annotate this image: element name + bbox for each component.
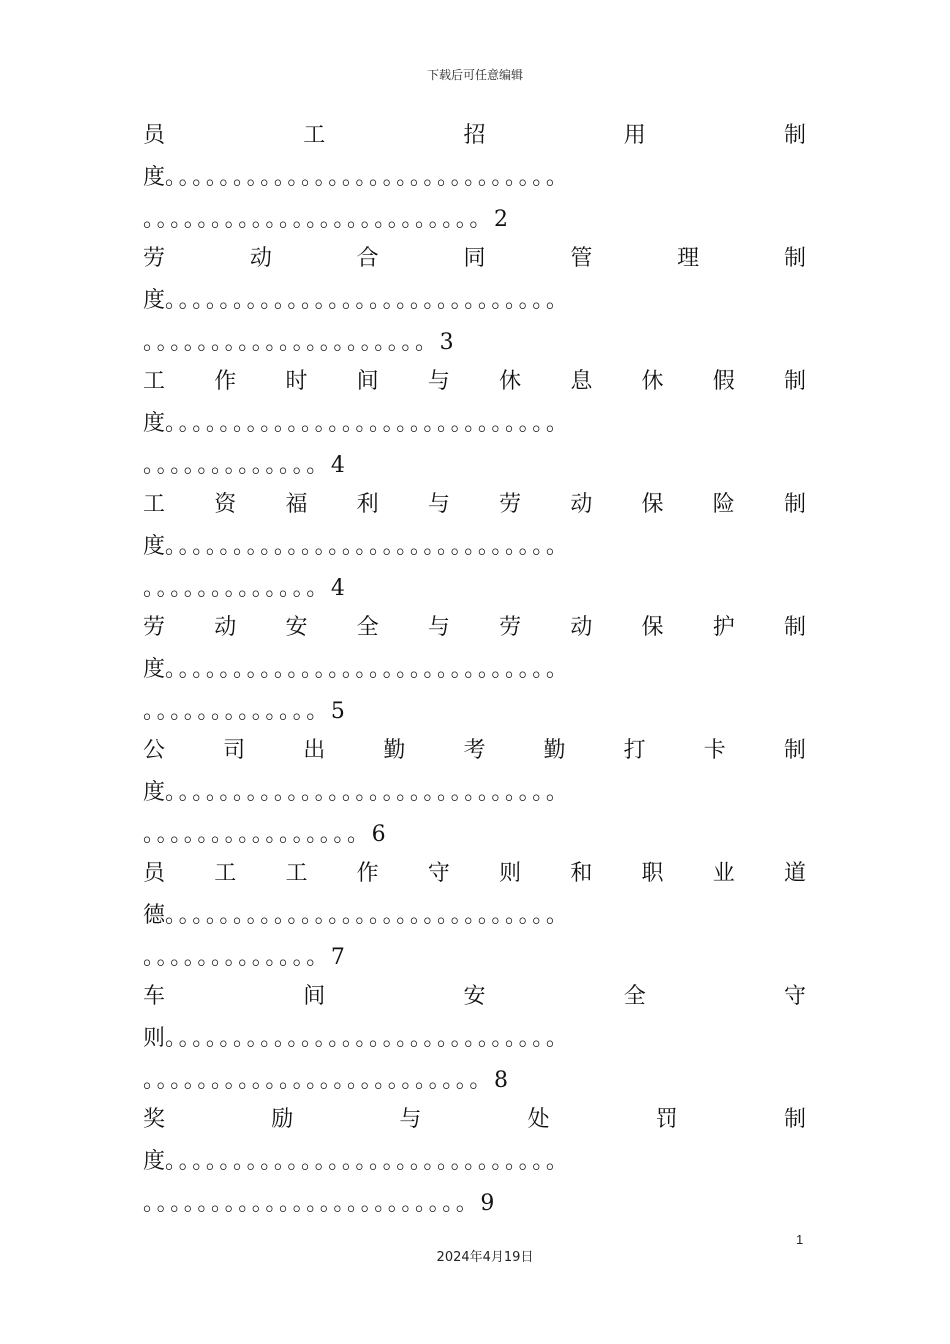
toc-heading-char: 工 (285, 861, 308, 886)
toc-heading-char: 护 (712, 615, 735, 640)
toc-heading-char: 车 (143, 984, 166, 1009)
toc-heading-char: 动 (570, 615, 593, 640)
toc-heading-char: 守 (427, 861, 450, 886)
toc-entry[interactable] (143, 977, 806, 1100)
toc-entry-heading (143, 608, 806, 648)
toc-heading-char: 制 (783, 369, 806, 394)
toc-heading-char: 考 (463, 738, 486, 763)
toc-entry-page-number: 3 (439, 330, 454, 355)
toc-entry-heading-tail: 度 (143, 411, 166, 436)
toc-entry-page-number: 4 (330, 576, 345, 601)
toc-heading-char: 员 (143, 123, 166, 148)
toc-heading-char: 合 (356, 246, 379, 271)
toc-entry-leader-line (143, 323, 454, 363)
toc-leader-dots: 。。。。。。。。。。。。。。。。。。。。。。。。 (143, 1191, 481, 1216)
toc-heading-char: 安 (463, 984, 486, 1009)
toc-leader-dots: 。。。。。。。。。。。。。。。。。。。。。。。。。。。。。 (165, 411, 571, 436)
toc-heading-char: 工 (143, 369, 166, 394)
toc-heading-char: 职 (641, 861, 664, 886)
toc-heading-char: 动 (570, 492, 593, 517)
table-of-contents (143, 116, 806, 1223)
toc-leader-dots: 。。。。。。。。。。。。。。。。。。。。。。。。。。。。。 (165, 780, 571, 805)
toc-heading-char: 管 (570, 246, 593, 271)
toc-entry-heading-tail: 度 (143, 534, 166, 559)
toc-heading-char: 休 (641, 369, 664, 394)
toc-heading-char: 制 (783, 123, 806, 148)
toc-heading-char: 全 (356, 615, 379, 640)
toc-entry-heading-end (143, 404, 806, 444)
toc-heading-char: 打 (623, 738, 646, 763)
toc-heading-char: 出 (303, 738, 326, 763)
toc-heading-char: 工 (214, 861, 237, 886)
toc-entry-leader-line (143, 569, 345, 609)
toc-entry-leader-line (143, 1184, 494, 1224)
toc-heading-char: 公 (143, 738, 166, 763)
toc-heading-char: 奖 (143, 1107, 166, 1132)
toc-heading-char: 业 (712, 861, 735, 886)
toc-heading-char: 道 (783, 861, 806, 886)
toc-entry-heading (143, 977, 806, 1017)
toc-heading-char: 制 (783, 1107, 806, 1132)
toc-heading-char: 处 (527, 1107, 550, 1132)
toc-heading-char: 险 (712, 492, 735, 517)
toc-heading-char: 励 (271, 1107, 294, 1132)
toc-entry[interactable] (143, 854, 806, 977)
toc-entry-page-number: 7 (330, 945, 345, 970)
toc-entry-heading-end (143, 896, 806, 936)
page-footer-date: 2024年4月19日 (436, 1250, 534, 1265)
toc-heading-char: 同 (463, 246, 486, 271)
toc-heading-char: 资 (214, 492, 237, 517)
toc-entry-heading-tail: 度 (143, 288, 166, 313)
toc-heading-char: 与 (399, 1107, 422, 1132)
toc-heading-char: 劳 (143, 615, 166, 640)
toc-heading-char: 安 (285, 615, 308, 640)
toc-entry[interactable] (143, 608, 806, 731)
toc-entry[interactable] (143, 731, 806, 854)
toc-entry[interactable] (143, 116, 806, 239)
toc-entry-heading (143, 116, 806, 156)
toc-heading-char: 制 (783, 615, 806, 640)
toc-entry-heading-tail: 度 (143, 1149, 166, 1174)
toc-heading-char: 保 (641, 615, 664, 640)
toc-entry[interactable] (143, 239, 806, 362)
toc-leader-dots: 。。。。。。。。。。。。。。。。。。。。。 (143, 330, 440, 355)
page-header: 下载后可任意编辑 (426, 68, 523, 82)
toc-heading-char: 则 (499, 861, 522, 886)
toc-entry[interactable] (143, 1100, 806, 1223)
toc-heading-char: 福 (285, 492, 308, 517)
toc-leader-dots: 。。。。。。。。。。。。。 (143, 699, 331, 724)
toc-entry-leader-line (143, 1061, 508, 1101)
toc-heading-char: 全 (623, 984, 646, 1009)
toc-heading-char: 保 (641, 492, 664, 517)
toc-heading-char: 利 (356, 492, 379, 517)
toc-leader-dots: 。。。。。。。。。。。。。。。。。。。。。。。。。。。。。 (165, 534, 571, 559)
toc-entry-heading-end (143, 158, 806, 198)
toc-heading-char: 时 (285, 369, 308, 394)
toc-leader-dots: 。。。。。。。。。。。。。。。。。。。。。。。。。。。。。 (165, 1149, 571, 1174)
toc-leader-dots: 。。。。。。。。。。。。。。。。。。。。。。。。。。。。。 (165, 903, 571, 928)
toc-heading-char: 作 (214, 369, 237, 394)
toc-heading-char: 工 (143, 492, 166, 517)
toc-heading-char: 与 (427, 492, 450, 517)
toc-entry-page-number: 6 (371, 822, 386, 847)
toc-leader-dots: 。。。。。。。。。。。。。。。。。。。。。。。。。 (143, 207, 495, 232)
toc-entry-heading (143, 362, 806, 402)
toc-leader-dots: 。。。。。。。。。。。。。 (143, 576, 331, 601)
toc-entry-heading (143, 239, 806, 279)
toc-leader-dots: 。。。。。。。。。。。。。。。。。。。。。。。。。。。。。 (165, 657, 571, 682)
page-number: 1 (796, 1232, 804, 1247)
toc-heading-char: 间 (303, 984, 326, 1009)
toc-heading-char: 休 (499, 369, 522, 394)
toc-entry-heading (143, 1100, 806, 1140)
toc-entry[interactable] (143, 485, 806, 608)
toc-heading-char: 劳 (143, 246, 166, 271)
toc-entry-page-number: 5 (330, 699, 345, 724)
toc-entry-heading-end (143, 650, 806, 690)
toc-entry-leader-line (143, 446, 345, 486)
toc-entry-leader-line (143, 938, 345, 978)
toc-heading-char: 劳 (499, 492, 522, 517)
toc-entry-heading-end (143, 1142, 806, 1182)
toc-leader-dots: 。。。。。。。。。。。。。。。。 (143, 822, 372, 847)
toc-entry-heading-tail: 度 (143, 657, 166, 682)
toc-leader-dots: 。。。。。。。。。。。。。。。。。。。。。。。。。。。。。 (165, 1026, 571, 1051)
toc-heading-char: 卡 (703, 738, 726, 763)
toc-leader-dots: 。。。。。。。。。。。。。。。。。。。。。。。。。 (143, 1068, 495, 1093)
toc-heading-char: 与 (427, 369, 450, 394)
toc-heading-char: 息 (570, 369, 593, 394)
toc-leader-dots: 。。。。。。。。。。。。。 (143, 945, 331, 970)
toc-entry-page-number: 4 (330, 453, 345, 478)
toc-entry[interactable] (143, 362, 806, 485)
toc-entry-leader-line (143, 200, 508, 240)
toc-heading-char: 用 (623, 123, 646, 148)
toc-entry-heading-tail: 德 (143, 903, 166, 928)
toc-heading-char: 招 (463, 123, 486, 148)
toc-heading-char: 制 (783, 738, 806, 763)
toc-entry-leader-line (143, 692, 345, 732)
toc-heading-char: 员 (143, 861, 166, 886)
toc-entry-heading-end (143, 527, 806, 567)
toc-entry-heading-end (143, 1019, 806, 1059)
toc-heading-char: 动 (249, 246, 272, 271)
toc-entry-heading-tail: 则 (143, 1026, 166, 1051)
toc-heading-char: 和 (570, 861, 593, 886)
toc-leader-dots: 。。。。。。。。。。。。。。。。。。。。。。。。。。。。。 (165, 288, 571, 313)
toc-entry-heading-end (143, 281, 806, 321)
toc-heading-char: 动 (214, 615, 237, 640)
toc-entry-heading-end (143, 773, 806, 813)
toc-heading-char: 制 (783, 492, 806, 517)
toc-entry-page-number: 8 (494, 1068, 509, 1093)
toc-heading-char: 司 (223, 738, 246, 763)
toc-leader-dots: 。。。。。。。。。。。。。。。。。。。。。。。。。。。。。 (165, 165, 571, 190)
toc-heading-char: 间 (356, 369, 379, 394)
toc-heading-char: 守 (783, 984, 806, 1009)
toc-heading-char: 罚 (655, 1107, 678, 1132)
toc-heading-char: 工 (303, 123, 326, 148)
toc-entry-heading (143, 485, 806, 525)
toc-heading-char: 与 (427, 615, 450, 640)
toc-entry-leader-line (143, 815, 386, 855)
toc-leader-dots: 。。。。。。。。。。。。。 (143, 453, 331, 478)
toc-entry-page-number: 2 (494, 207, 509, 232)
toc-heading-char: 劳 (499, 615, 522, 640)
toc-entry-heading-tail: 度 (143, 165, 166, 190)
toc-heading-char: 勤 (383, 738, 406, 763)
toc-heading-char: 制 (783, 246, 806, 271)
toc-heading-char: 勤 (543, 738, 566, 763)
toc-heading-char: 假 (712, 369, 735, 394)
toc-heading-char: 理 (677, 246, 700, 271)
toc-entry-heading (143, 854, 806, 894)
toc-entry-heading (143, 731, 806, 771)
toc-entry-page-number: 9 (480, 1191, 495, 1216)
toc-entry-heading-tail: 度 (143, 780, 166, 805)
toc-heading-char: 作 (356, 861, 379, 886)
